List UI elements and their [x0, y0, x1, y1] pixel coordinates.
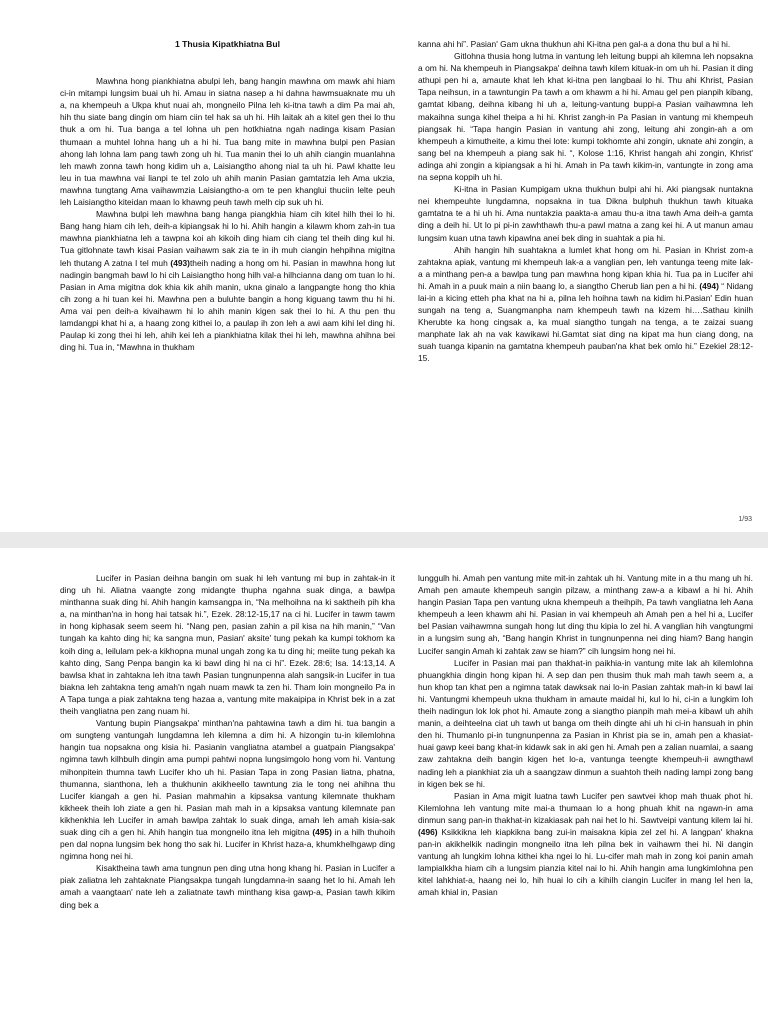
paragraph: Gitlohna thusia hong lutma in vantung leh leitung buppi ah kilemna leh nopsakna a om hi. Na khempeuh in Piangsakpa' deihna tawh kilem kituak-in om uh hi. Pasian it ding athupi pen hi a, amaute khat leh khat ki-itna pen langbaai lo hi. Thu ahi Khrist, Pasian Tapa neihsun, in a tawntungin Pa tawh a om khawm a hi hi. Amau gel pen pianpih kibang, gamtat kibang, deihna kibang hi uh a, leitung-vantung buppi-a Pasian vaihawmna leh makaihna sunga kihel theipa a hi hi. Khrist zangh-in Pa Pasian in vantung mi khempeuh piangsak hi. “Tapa hangin Pasian in vantung ahi zong, leitung ahi zongin-ah a om khempeuh a kimutheite, a kimu thei lote: kumpi tokhomte ahi zongin, uknate ahi zongin, a sang bel na khempeuh a piang sak hi. “, Kolose 1:16, Khrist hangah ahi zongin, Khrist' adinga ahi zongin a kipiangsak a hi hi. Amah in Pa tawh kikim-in, vantungte in zong ama na sepna koppih uh hi.	[418, 51, 753, 183]
page2-right-column	[418, 572, 753, 899]
page2-left-column	[60, 572, 395, 911]
paragraph: Kisaktheina tawh ama tungnun pen ding utna hong khang hi. Pasian in Lucifer a piak zaliatna leh zahtaknate Piangsakpa tungah lungdamna-in saang het lo hi. Amah leh amah a vaangtaan' nate leh a zaliatnate tawh minthang kisa gawp-a, Pasian tawh kikim ding bek a	[60, 863, 395, 910]
paragraph: Mawhna bulpi leh mawhna bang hanga piangkhia hiam cih kitel hilh thei lo hi. Bang hang hiam cih leh, deih-a kipiangsak hi lo hi. Ahih hangin a kilawm khom zah-in tua mawhna piankhiatna leh a tawpna koi ah kikoih ding hiam cih ciang tel theih ding kul hi. Tua gitlohnate tawh kisai Pasian vaihawm sak zia te in ih muh ciangin hehpihna migitna leh thutang A zatna I tel muh (493)theih nading a hong om hi. Pasian in mawhna hong lut nadingin bangmah bawl lo hi cih Laisiangtho hong hilh val-a hilhcianna dang om tuan lo hi. Pasian in Ama migitna dok khia kik ahih manin, ukna ginalo a langpangte hong tho khia cih zong a hi tuan kei hi. Mawhna pen a buluhte bangin a hong kiguang tawm thu hi hi. Ama vai pen deih-a kivaihawm hi lo ahih manin kigen sak thei lo hi. A thu pen thu lamdangpi khat hi a, a haang zong kithei lo, a paulap ih zon leh a awi aam kihi lel ding hi. Paulap ki zong thei hi leh, ahih kei leh a piankhiatna kilak thei hi leh, mawhna ahihna bei ding hi. Tua in, “Mawhna in thukham	[60, 209, 395, 353]
page1-left-column	[60, 38, 395, 353]
page-number: 1/93	[738, 516, 752, 523]
page1-right-column	[418, 38, 753, 365]
page-separator	[0, 532, 768, 548]
paragraph: lunggulh hi. Amah pen vantung mite mit-in zahtak uh hi. Vantung mite in a thu mang uh hi. Amah pen amaute khempeuh sangin pilzaw, a minthang zaw-a a kibawl a hi hi. Ahih hangin Pasian Tapa pen vantung ukna khempeuh a theihpih, Pa tawh vangliatna leh Aana khempeuh a leen khawm ahi hi. Pasian in vai khempeuh ah Amah pen a hel hi a, Lucifer bel Pasian vaihawmna sungah hong lut ding thu kipia lo zel hi. A vanglian hih vangtungmi in a lungsim sung ah, “Bang hangin Khrist in tungnunpenna nei ding hiam? Bang hangin Lucifer sangin Amah ki zahtak zaw se hiam?” cih lungsim hong nei hi.	[418, 573, 753, 656]
paragraph: Mawhna hong piankhiatna abulpi leh, bang hangin mawhna om mawk ahi hiam ci-in mitampi lungsim buai uh hi. Amau in siatna nasep a hi dahna hawmsuaknate mu uh a, na khempeuh a Ukpa khut nuai ah, mongneilo Pilna leh ki-itna tawh a dim Pa mai ah, hih thu siate bang dingin om hiam ciin tel hak sa uh hi. Hih laitak ah a kitel gen thei lo thu thuk a om hi. Tua banga a tel lohna uh pen hotkhiatna ngah nadinga kisam Pasian thumaan a muhtel lohna hang uh a hi hi. Tua bang mite in mawhna bulpi pen Pasian ahong lah lohna lam pang tawh zong uh hi. Tua manin thei lo uh ahih ciangin muanlahna leh mawh zonna tawh hong kidim uh a, Laisiangtho ahong nial ta uh hi. Pawl khatte leu leu in tua mawhna vai lianpi te tel zolo uh ahih manin Pasian gamtatzia leh Ama ukzia, mawhna tungtang Ama vaihawmzia Laisiangtho-a om te pen khanglui thuciin lelte peuh leh Laisiangtho kiteidan maan lo khawng peuh tawh melh cip suk uh hi.	[60, 76, 395, 208]
document-page-2	[0, 548, 768, 1024]
page-marker: (494)	[699, 280, 719, 291]
paragraph: Ki-itna in Pasian Kumpigam ukna thukhun bulpi ahi hi. Aki piangsak nuntakna nei khempeuhte lungdamna, nopsakna in tua Dikna bulphuh thukhun tawh kituaka gamtatna te a hi uh hi. Ama nuntakzia paakta-a amau thu-a itna tawh Ama deih-a gamta ding a deih hi. Ut lo pi pi-in zawhthawh thu-a pawl matna a zang kei hi. A ut manun amau lungsim kuan utna tawh kipawlna anei bek ding in suahtak a pia hi.	[418, 184, 753, 243]
paragraph: Lucifer in Pasian mai pan thakhat-in paikhia-in vantung mite lak ah kilemlohna phuangkhia dingin hong kipan hi. A sep dan pen thusim thuk mah mah tawh seem a, a hun khop tan khat pen a ngimna tatak dawksak nai lo-in Pasian zahtak mah-in ki bawl lai hi. Vantungmi khempeuh ukna thukham in amaute maidal hi, kul lo hi, ci-in a lungkim loh theih nadingun lok lok phot hi. Amaute zong a siangtho pianpih mah mei-a kibawl uh ahih manin, a deihteelna ciat uh tawh ut banga om theih dingte ahi uh hi ci-in hansuah in phin den hi. Thumanlo pi-in tungnunpenna za Pasian in Khrist pia se in, amah pen a khasiat-huai gawp keei bang khat-in kidawk sak in aki gen hi. Amah pen a zalian nuamlai, a saang zaw zahtakna deih bangin kigen het lo-a, vantunga teengte khempeuh-ii awngthawl nading leh a piankhiat zia uh a saangzaw dinmun a suahtoh theih nading lampi zong bang in kigen bek se hi.	[418, 657, 753, 789]
paragraph: kanna ahi hi”. Pasian' Gam ukna thukhun ahi Ki-itna pen gal-a a dona thu bul a hi hi.	[418, 39, 731, 49]
paragraph: Vantung bupin Piangsakpa' minthan'na pahtawina tawh a dim hi. tua bangin a om sungteng vantungah lungdamna leh kilemna a dim hi. A hizongin tu-in kilemlohna hangin tua nopsakna ong kisia hi. Pasianin vangliatna atambel a guatpain Piangsakpa' ngimna tawh kilhbulh dingin ama pumpi pahtwi nopna lungsimgolo hong vom hi. Vantung mihonpitein thumna tawh Lucifer kho uh hi. Pasian Tapa in zong Pasian liatna, phatna, thumanna, sianthona, leh a thukhunin akikheello tawntung zia le tong nei ahihna thu Lucifer kiangah a gen hi. Pasian mahmahin a kipsaksa vantung kilemnate thukham kikheek theih loh ziate a gen hi. Pasian mah mah in a kipsaksa vantung kilemnate pan kikhenkhia leh Lucifer in amah bawlpa zahtak lo suak dinga, amah leh amah kisia-sak suak ding cih a gen hi. Ahih hangin tua mongneilo itna leh migitna (495) in a hilh thuhoih pen dal nopna lungsim bek hong tho sak hi. Lucifer in Khrist haza-a, khumkhelhgawp ding ngimna hong nei hi.	[60, 718, 396, 862]
page-marker: (493)	[170, 257, 190, 268]
paragraph: Pasian in Ama migit luatna tawh Lucifer pen sawtvei khop mah thuak phot hi. Kilemlohna leh vantung mite mai-a thumaan lo a hong phuah khit na ngawn-in ama dinmun sang pan-in thakhat-in kizakiasak pah nai het lo hi. Sawtveipi vantung kilem lai hi. (496) Ksikkikna leh kiapkikna bang zui-in maisakna kipia zel zel hi. A langpan' khakna pan-in akikhelkik nadingin mongneilo itna leh pilna bek in vaihawm thei hi. Ni dangin vantung ah lungkim lohna kithei kha ngei lo hi. Lu-cifer mah mah in zong koi panin amah lampialkkha hiam cih a lungsim pianzia kitel nai lo hi. Ahih hangin ama lungkimlohna pen kitel lahkhiat-a, haang nei lo, hih huai lo cih a kihilh ciangin Lucifer in mang lel hen la, amah khial in, Pasian	[418, 790, 753, 898]
paragraph: Ahih hangin hih suahtakna a lumlet khat hong om hi. Pasian in Khrist zom-a zahtakna apiak, vantung mi khempeuh lak-a a vanglian pen, leh vantunga teeng mite lak-a a minthang pen-a a bawlpa tung pan mawhna hong kipan khia hi. Tua pa in Lucifer ahi hi. Amah in a puuk main a niin baang lo, a siangtho Cherub lian pen a hi hi. (494) “ Nidang lai-in a kicing etteh pha khat na hi a, pilna leh hoihna tawh na kidim hi.Pasian' Edin huan sungah na teng a, Suangmanpha nam khempeuh tawh na kizem hi….Sathau kinilh Kherubte ka hong cingsak a, ka mual siangtho tungah na tenga, a te zaizai suang manphate lak ah na vak kawikawi hi.Gamtat siat ding na kipat ma hun ciang dong, na suah tuanga kipanin na gamtatna khempeuh pauban'na khat bek omlo hi.” Ezekiel 28:12-15.	[418, 244, 753, 364]
page-marker: (496)	[418, 826, 438, 837]
page-title: 1 Thusia Kipatkhiatna Bul	[174, 39, 281, 49]
paragraph: Lucifer in Pasian deihna bangin om suak hi leh vantung mi bup in zahtak-in it ding uh hi. Aliatna vaangte zong midangte thupha ngahna suak dinga, a bawlpa minthanna suak ding hi. Ahih hangin kamsangpa in, “Na melhoihna na ki saktheih pih kha a, na minthan'na in hong hai tatsak hi.”, Ezek. 28:12-15,17 na ci hi. Lucifer in tawm tawm in hong kiphasak seem seem hi. “Nang pen, pasian zahin a pil kisa na hih manin,” “Van tungah ka kahto ding hi; ka sangna mun, Pasian' aksite' tung pekah ka kumpi tokhom ka koih ding a, leilulam pek-a kikhopna munal ungah zong ka tu ding hi; meiite tung pekah ka kahto ding, Sang Penpa bangin ka ki bawl ding hi na ci hi”. Ezek. 28:6; Isa. 14:13,14. A bawlsa khat in zahtakna leh itna tawh Pasian tungnunpenna alah sangsik-in Lucifer in tua biakna leh zahtakna teng amah'n ngah nuam mawk ta zen hi. Tham loin mongneilo Pa in A Tapa tunga a piak zahtakna teng hazaa a, vantung mite makaipipa in Khrist bek in a zat theih vangliatna pen zang nuam hi.	[60, 573, 395, 717]
page-marker: (495)	[312, 826, 332, 837]
